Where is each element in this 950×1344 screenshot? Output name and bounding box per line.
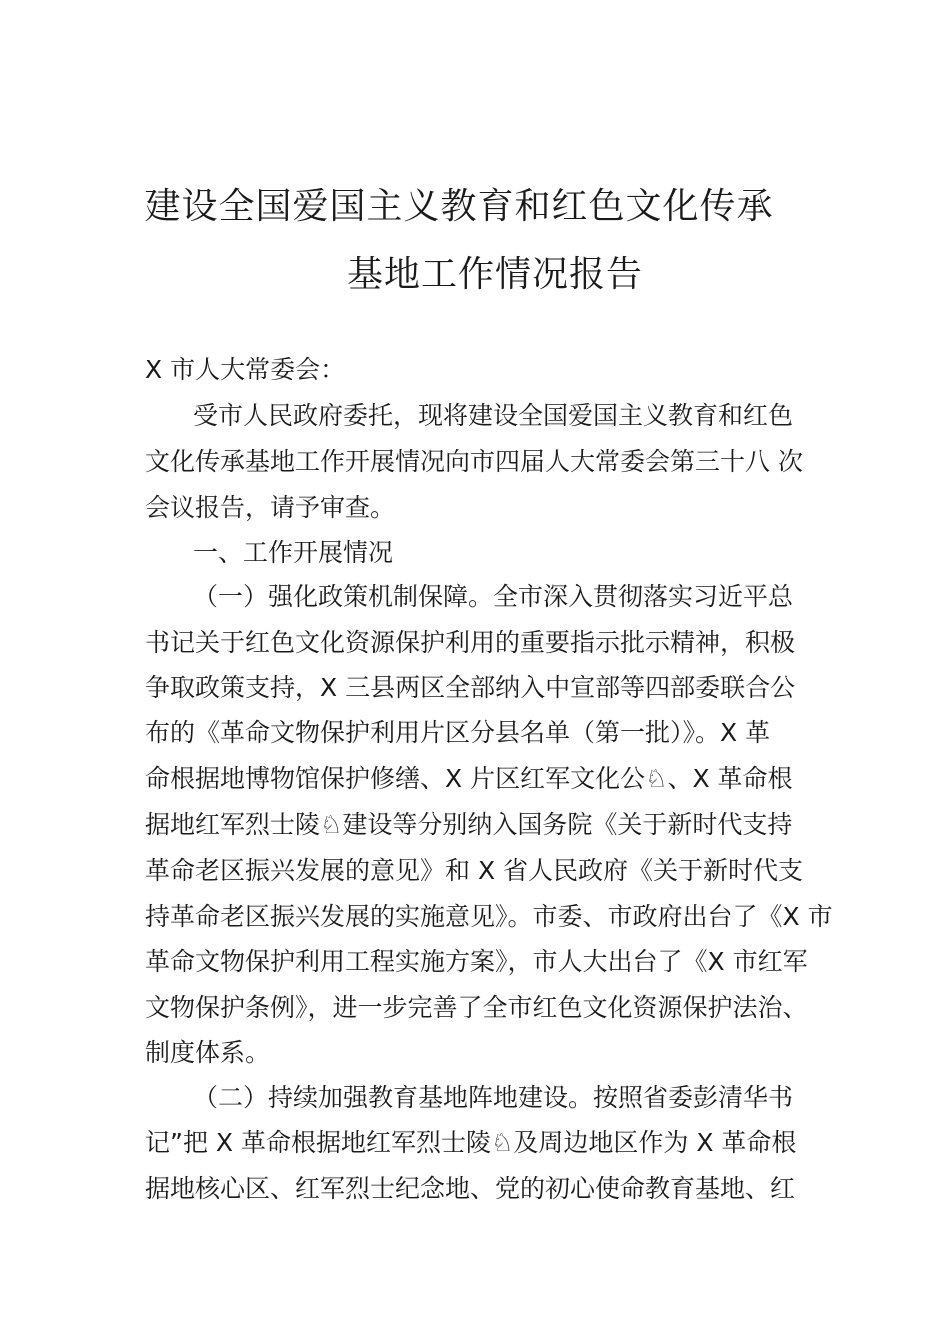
- addressee: X 市人大常委会：: [145, 355, 346, 384]
- paragraph-line: 制度体系。: [145, 1038, 271, 1067]
- section-heading: 一、工作开展情况: [193, 538, 394, 567]
- document-title-line-1: 建设全国爱国主义教育和红色文化传承: [144, 186, 774, 227]
- document-title-line-2: 基地工作情况报告: [346, 254, 643, 295]
- paragraph-line: 布的《革命文物保护利用片区分县名单（第一批）》。X 革: [145, 718, 771, 747]
- paragraph-line: （一）强化政策机制保障。全市深入贯彻落实习近平总: [193, 582, 794, 611]
- paragraph-line: 书记关于红色文化资源保护利用的重要指示批示精神，积极: [145, 628, 796, 657]
- paragraph-line: 命根据地博物馆保护修缮、X 片区红军文化公♘、X 革命根: [145, 764, 793, 793]
- paragraph-line: 据地核心区、红军烈士纪念地、党的初心使命教育基地、红: [145, 1174, 796, 1203]
- paragraph-line: 文物保护条例》，进一步完善了全市红色文化资源保护法治、: [145, 993, 808, 1022]
- paragraph-line: 文化传承基地工作开展情况向市四届人大常委会第三十八 次: [145, 447, 803, 476]
- paragraph-line: 争取政策支持，X 三县两区全部纳入中宣部等四部委联合公: [145, 673, 796, 702]
- paragraph-line: 会议报告，请予审查。: [145, 493, 396, 522]
- paragraph-line: 持革命老区振兴发展的实施意见》。市委、市政府出台了《X 市: [145, 902, 833, 931]
- paragraph-line: 据地红军烈士陵♘建设等分别纳入国务院《关于新时代支持: [145, 810, 793, 839]
- paragraph-line: 记”把 X 革命根据地红军烈士陵♘及周边地区作为 X 革命根: [145, 1128, 797, 1157]
- paragraph-line: 革命老区振兴发展的意见》和 X 省人民政府《关于新时代支: [145, 856, 804, 885]
- paragraph-line: 受市人民政府委托，现将建设全国爱国主义教育和红色: [193, 401, 794, 430]
- paragraph-line: 革命文物保护利用工程实施方案》，市人大出台了《X 市红军: [145, 947, 808, 976]
- paragraph-line: （二）持续加强教育基地阵地建设。按照省委彭清华书: [193, 1083, 794, 1112]
